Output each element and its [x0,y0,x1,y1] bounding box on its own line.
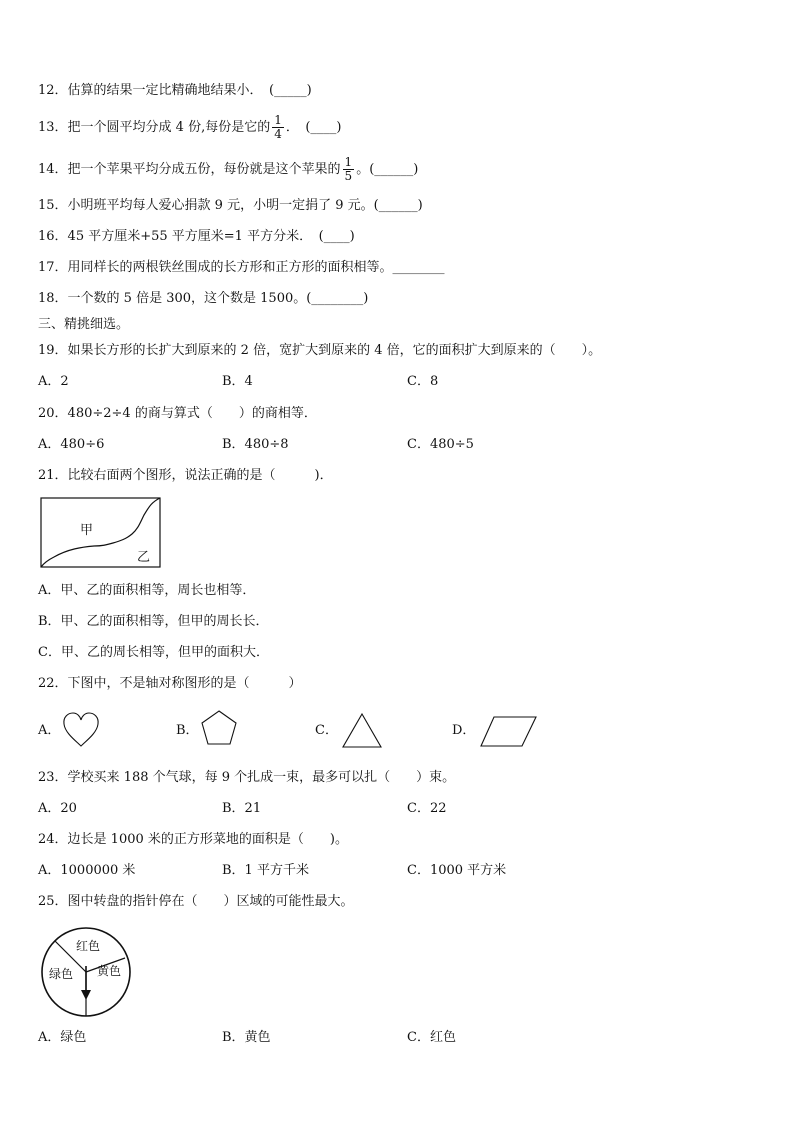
question-12: 12．估算的结果一定比精确地结果小． (_____) [38,83,312,98]
triangle-shape-icon [341,713,383,749]
option-d[interactable]: D． [452,723,476,738]
option-c[interactable]: C．22 [407,801,447,816]
question-24: 24．边长是 1000 米的正方形菜地的面积是（ )。 [38,832,348,847]
option-b[interactable]: B．480÷8 [222,437,289,452]
question-13-text: 13．把一个圆平均分成 4 份,每份是它的 [38,120,271,135]
option-a[interactable]: A．2 [38,374,69,389]
question-21: 21．比较右面两个图形，说法正确的是（ )． [38,468,333,483]
spinner-label-yellow: 黄色 [97,964,122,978]
fraction-denominator: 4 [274,127,282,141]
option-a[interactable]: A．1000000 米 [38,863,136,878]
option-c[interactable]: C．甲、乙的周长相等，但甲的面积大． [38,645,269,660]
option-c[interactable]: C．480÷5 [407,437,474,452]
question-13 [38,114,342,141]
question-18: 18．一个数的 5 倍是 300，这个数是 1500。(________) [38,291,369,306]
parallelogram-shape-icon [480,716,538,748]
option-b[interactable]: B．1 平方千米 [222,863,309,878]
question-23: 23．学校买来 188 个气球，每 9 个扎成一束，最多可以扎（ ）束。 [38,770,456,785]
option-b[interactable]: B．4 [222,374,253,389]
spinner-label-red: 红色 [76,939,101,953]
option-a[interactable]: A．480÷6 [38,437,105,452]
option-c[interactable]: C． [315,723,338,738]
question-19: 19．如果长方形的长扩大到原来的 2 倍，宽扩大到原来的 4 倍，它的面积扩大到原来的（ ）。 [38,343,602,358]
spinner-wheel [40,926,132,1018]
question-14-blank: 。(______) [356,162,419,177]
fraction-numerator: 1 [274,113,282,127]
question-15: 15．小明班平均每人爱心捐款 9 元，小明一定捐了 9 元。(______) [38,198,423,213]
option-c[interactable]: C．1000 平方米 [407,863,507,878]
question-16: 16．45 平方厘米+55 平方厘米=1 平方分米． (____) [38,229,355,244]
question-17: 17．用同样长的两根铁丝围成的长方形和正方形的面积相等。________ [38,260,445,275]
option-b[interactable]: B． [176,723,199,738]
question-13-blank: ． (____) [285,120,342,135]
question-20: 20．480÷2÷4 的商与算式（ ）的商相等． [38,406,317,421]
option-b[interactable]: B．甲、乙的面积相等，但甲的周长长． [38,614,269,629]
fraction-denominator: 5 [344,169,353,183]
question-22: 22．下图中，不是轴对称图形的是（ ） [38,676,302,691]
section-heading: 三、精挑细选。 [38,317,130,332]
pointer-arrowhead-icon [81,990,91,1000]
option-c[interactable]: C．8 [407,374,439,389]
heart-shape-icon [62,712,100,748]
fraction [272,114,284,141]
option-a[interactable]: A．甲、乙的面积相等，周长也相等． [38,583,256,598]
region-label-yi: 乙 [137,550,151,565]
fraction-numerator: 1 [344,155,353,169]
option-a[interactable]: A．20 [38,801,77,816]
rectangle-figure [40,497,162,569]
question-25: 25．图中转盘的指针停在（ ）区域的可能性最大。 [38,894,354,909]
question-14 [38,156,418,183]
pentagon-shape-icon [200,710,238,746]
option-a[interactable]: A． [38,723,61,738]
question-14-text: 14．把一个苹果平均分成五份，每份就是这个苹果的 [38,162,341,177]
fraction [343,156,355,183]
option-b[interactable]: B．黄色 [222,1030,271,1045]
region-label-jia: 甲 [80,523,94,538]
option-c[interactable]: C．红色 [407,1030,456,1045]
spinner-label-green: 绿色 [49,967,74,981]
option-a[interactable]: A．绿色 [38,1030,87,1045]
option-b[interactable]: B．21 [222,801,262,816]
